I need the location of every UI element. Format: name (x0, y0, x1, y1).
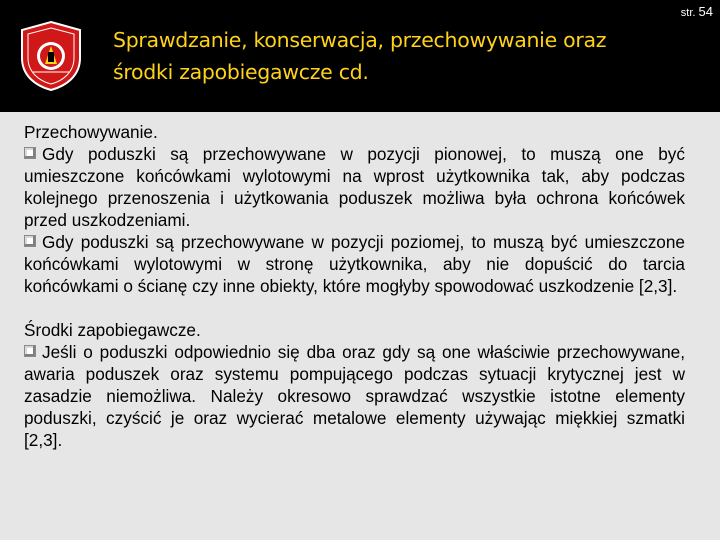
page-prefix: str. (680, 7, 696, 19)
title-line-1: Sprawdzanie, konserwacja, przechowywanie oraz (113, 28, 607, 52)
bullet-text: Gdy poduszki są przechowywane w pozycji poziomej, to muszą być umieszczone końcówkami wylotowymi w stronę użytkownika, aby nie dopuścić do tarcia końcówkami o ścianę czy inne obiekty, które mogłyby spowodować uszkodzenie [2,3]. (24, 232, 685, 296)
slide-content (24, 121, 685, 451)
header-bar (0, 0, 720, 112)
section-heading-storage: Przechowywanie. (24, 122, 158, 142)
section-heading-prevention: Środki zapobiegawcze. (24, 320, 201, 340)
square-bullet-icon (24, 345, 36, 357)
bullet-paragraph (24, 231, 685, 297)
page-number-value: 54 (698, 4, 713, 19)
bullet-paragraph (24, 341, 685, 451)
bullet-text: Gdy poduszki są przechowywane w pozycji pionowej, to muszą one być umieszczone końcówkami wylotowymi na wprost użytkownika tak, aby podczas kolejnego przenoszenia i użytkowania poduszek możliwa była ochrona końcówek przed uszkodzeniami. (24, 144, 685, 230)
title-line-2: środki zapobiegawcze cd. (113, 60, 369, 84)
fire-brigade-emblem-icon (18, 20, 84, 92)
bullet-paragraph (24, 143, 685, 231)
square-bullet-icon (24, 235, 36, 247)
square-bullet-icon (24, 147, 36, 159)
slide-title (113, 24, 673, 88)
page-number (681, 4, 713, 19)
bullet-text: Jeśli o poduszki odpowiednio się dba oraz gdy są one właściwie przechowywane, awaria poduszek oraz systemu pompującego podczas sytuacji krytycznej jest w zasadzie niemożliwa. Należy okresowo sprawdzać wszystkie istotne elementy poduszki, czyścić je oraz wycierać metalowe elementy używając miękkiej szmatki [2,3]. (24, 342, 685, 450)
